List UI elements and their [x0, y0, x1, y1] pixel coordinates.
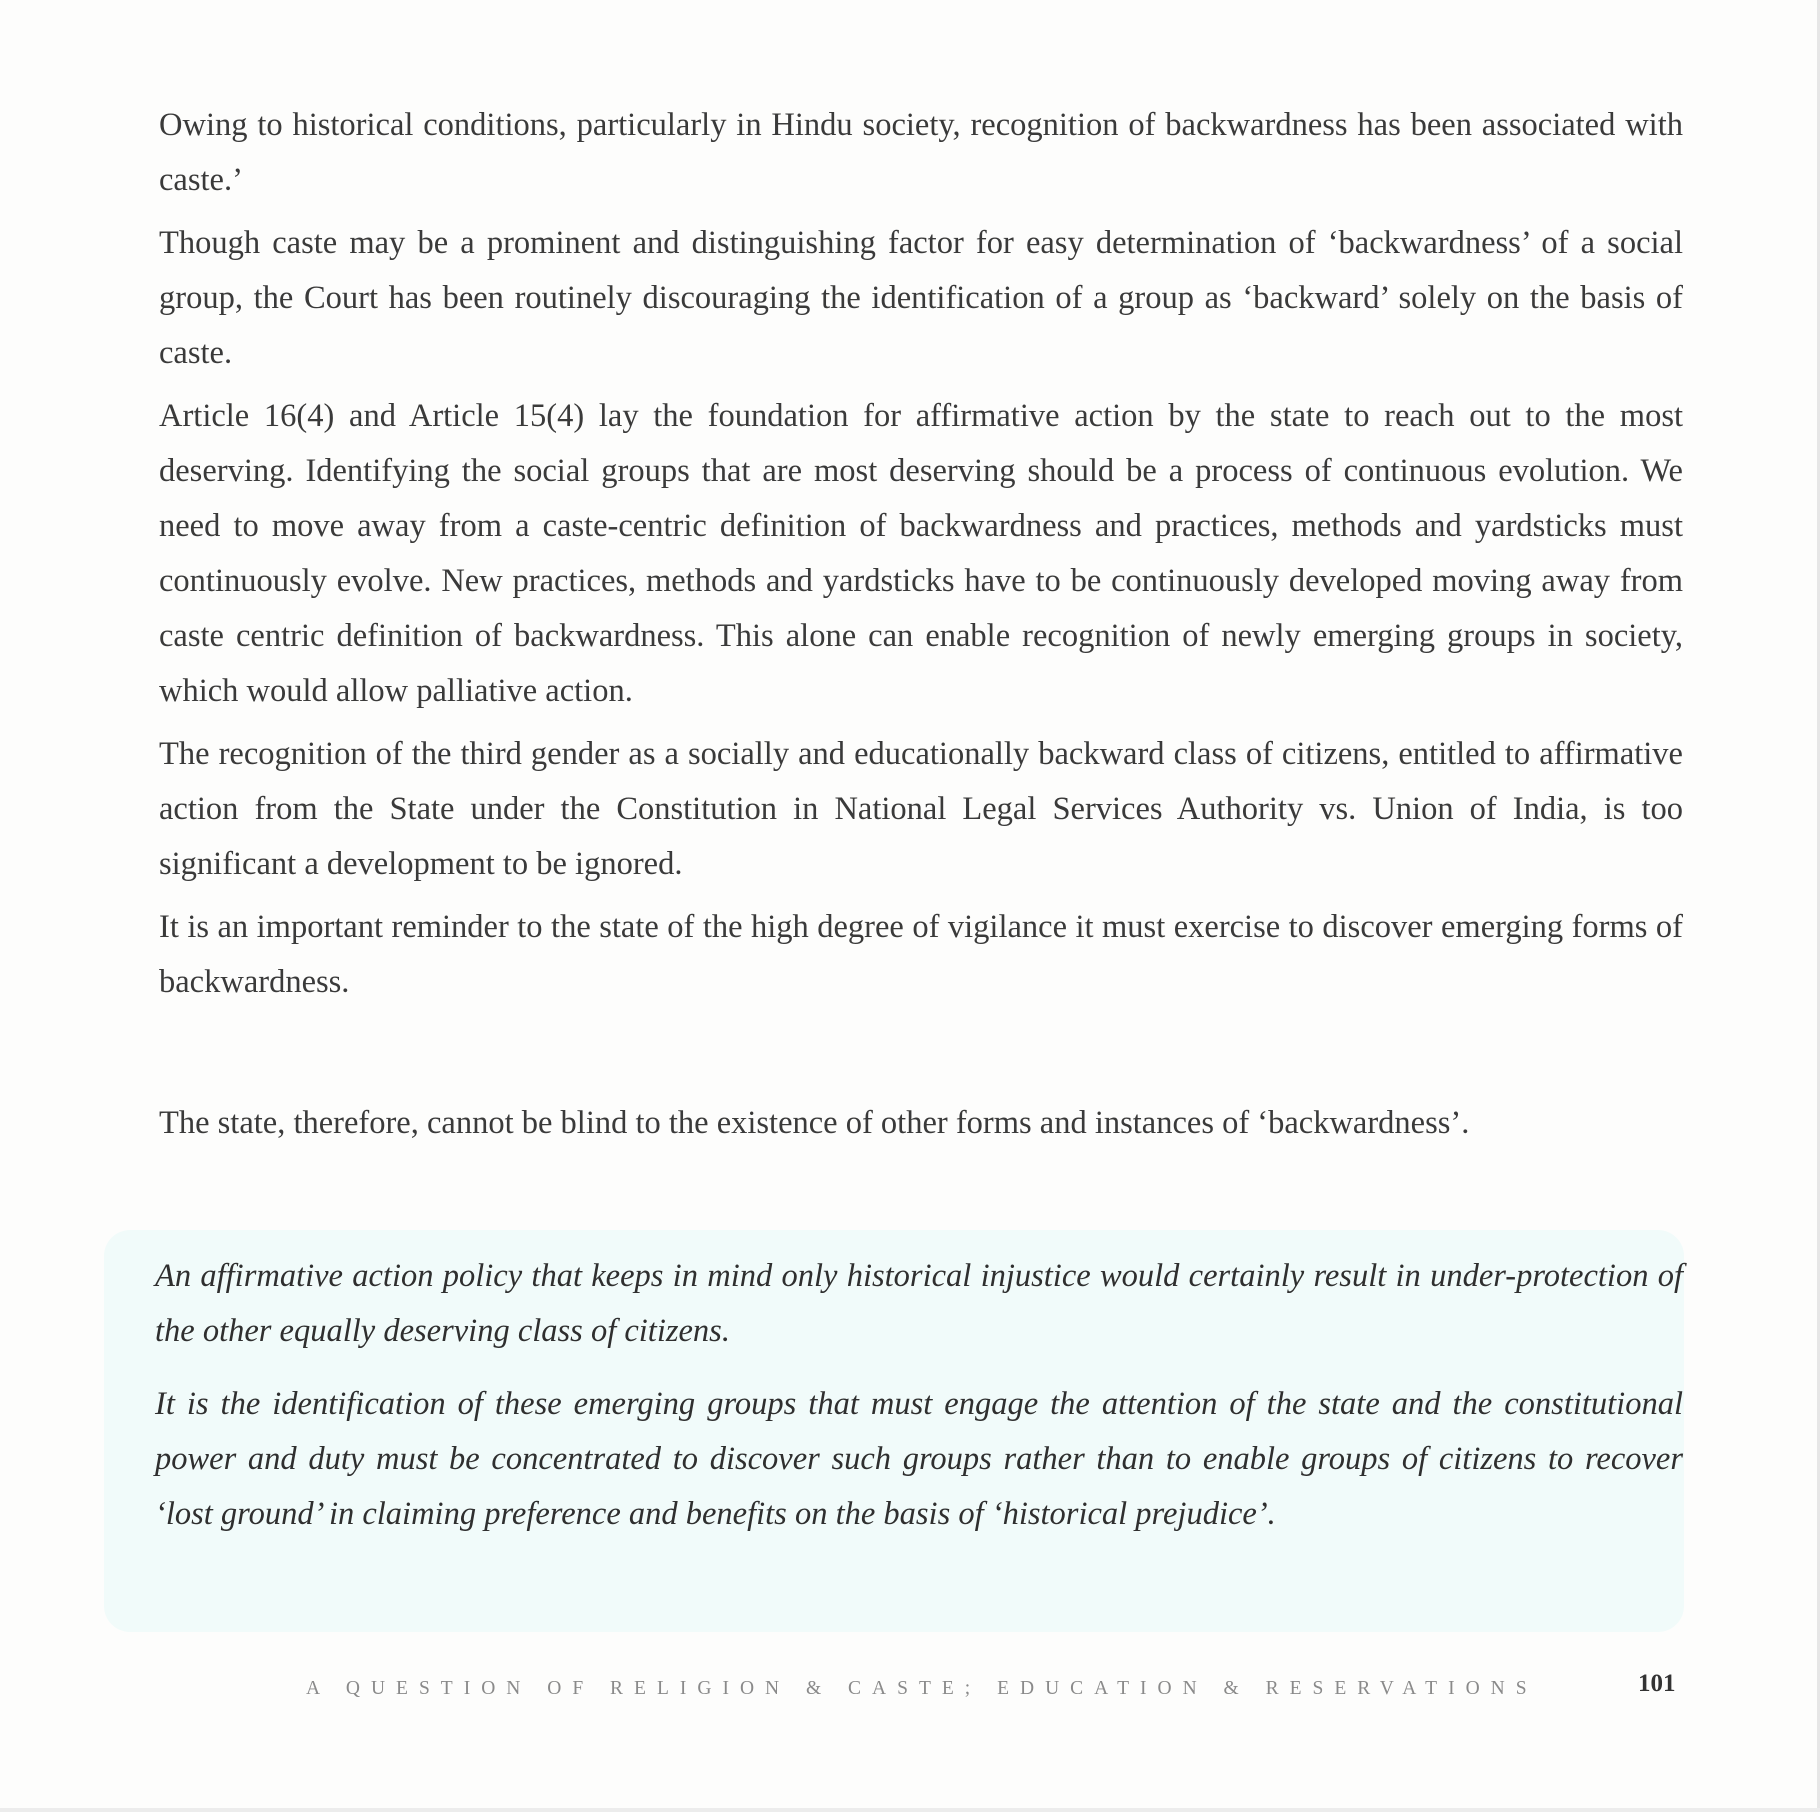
paragraph: It is an important reminder to the state of the high degree of vigilance it must exercise to discover emerging forms of backwardness. — [159, 909, 1683, 1000]
highlight-paragraph: It is the identification of these emerging groups that must engage the attention of the state and the constitutional power and duty must be concentrated to discover such groups rather than to enable groups of citizens to recover ‘lost ground’ in claiming preference and benefits on the basis of ‘historical prejudice’. — [155, 1386, 1683, 1532]
page-number: 101 — [1638, 1670, 1676, 1697]
paragraph: Article 16(4) and Article 15(4) lay the foundation for affirmative action by the state to reach out to the most deserving. Identifying the social groups that are most deserving should be a process of continuous evolution. We need to move away from a caste-centric definition of backwardness and practices, methods and yardsticks must continuously evolve. New practices, methods and yardsticks have to be continuously developed moving away from caste centric definition of backwardness. This alone can enable recognition of newly emerging groups in society, which would allow palliative action. — [159, 398, 1683, 709]
paragraph: Though caste may be a prominent and distinguishing factor for easy determination of ‘backwardness’ of a social group, the Court has been routinely discouraging the identification of a group as ‘backward’ solely on the basis of caste. — [159, 225, 1683, 371]
highlight-paragraph: An affirmative action policy that keeps in mind only historical injustice would certainly result in under-protection of the other equally deserving class of citizens. — [155, 1258, 1683, 1349]
running-footer-title: A QUESTION OF RELIGION & CASTE; EDUCATION & RESERVATIONS — [306, 1678, 1538, 1699]
quoted-body-text — [159, 98, 1683, 1018]
paragraph: The recognition of the third gender as a socially and educationally backward class of citizens, entitled to affirmative action from the State under the Constitution in National Legal Services Authority vs. Union of India, is too significant a development to be ignored. — [159, 736, 1683, 882]
highlight-quote — [155, 1249, 1683, 1560]
conclusion-paragraph: The state, therefore, cannot be blind to the existence of other forms and instances of ‘backwardness’. — [159, 1105, 1470, 1141]
page-edge — [0, 1808, 1820, 1812]
paragraph: Owing to historical conditions, particularly in Hindu society, recognition of backwardness has been associated with caste.’ — [159, 107, 1683, 198]
